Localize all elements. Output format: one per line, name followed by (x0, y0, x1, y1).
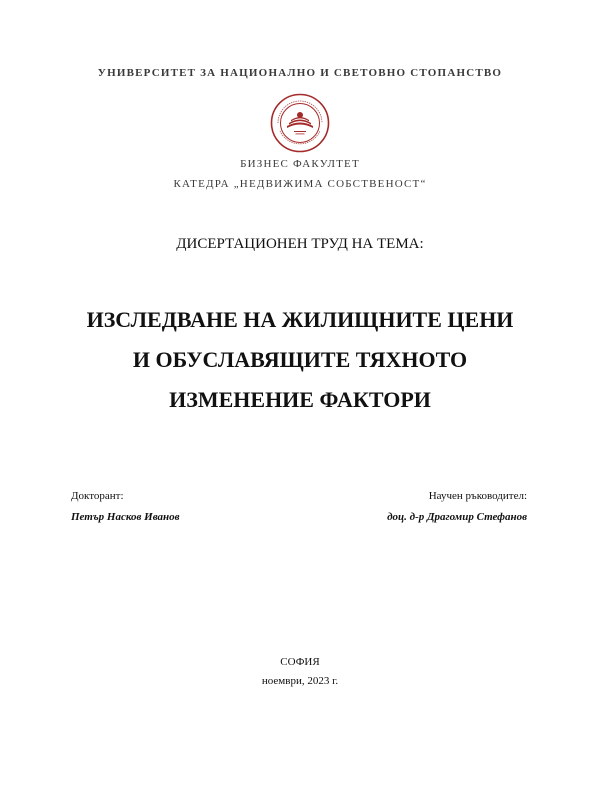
seal-ring-lettering (278, 101, 322, 144)
faculty-name: БИЗНЕС ФАКУЛТЕТ (240, 158, 360, 170)
title-line-2: И ОБУСЛАВЯЩИТЕ ТЯХНОТО (132, 347, 468, 372)
seal-book-emblem (287, 112, 313, 128)
university-seal-logo (270, 93, 330, 153)
city: СОФИЯ (280, 656, 320, 668)
doctoral-student-name: Петър Насков Иванов (71, 511, 180, 523)
dissertation-title (0, 300, 600, 420)
supervisor-name: доц. д-р Драгомир Стефанов (387, 511, 527, 523)
university-name: УНИВЕРСИТЕТ ЗА НАЦИОНАЛНО И СВЕТОВНО СТОПАНСТВО (97, 67, 503, 79)
document-type: ДИСЕРТАЦИОНЕН ТРУД НА ТЕМА: (176, 236, 424, 252)
seal-year (294, 131, 306, 134)
date: ноември, 2023 г. (261, 675, 339, 687)
title-line-3: ИЗМЕНЕНИЕ ФАКТОРИ (169, 387, 431, 412)
doctoral-student-label: Докторант: (71, 490, 124, 502)
department-name: КАТЕДРА „НЕДВИЖИМА СОБСТВЕНОСТ“ (173, 178, 427, 190)
supervisor-label: Научен ръководител: (428, 490, 527, 502)
title-line-1: ИЗСЛЕДВАНЕ НА ЖИЛИЩНИТЕ ЦЕНИ (86, 307, 514, 332)
